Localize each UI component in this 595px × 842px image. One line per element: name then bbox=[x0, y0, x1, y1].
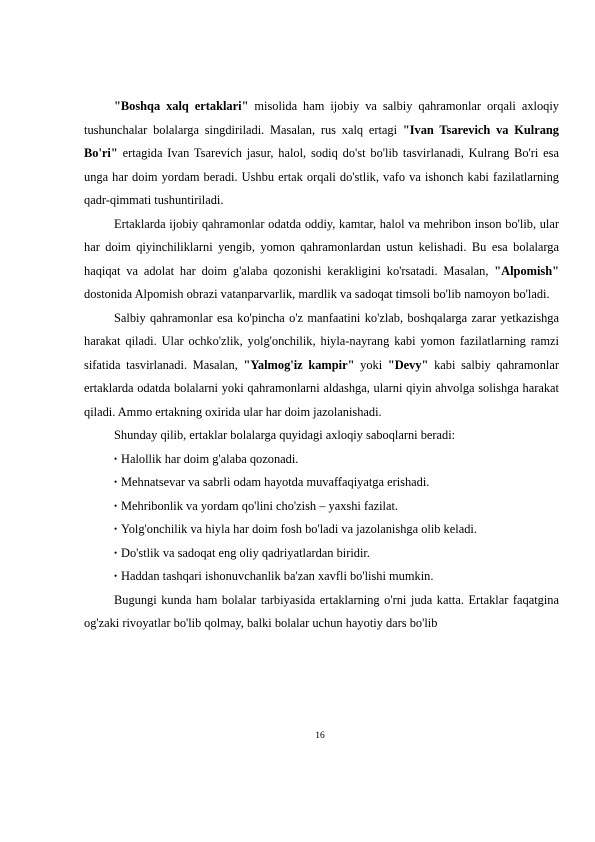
document-body bbox=[84, 95, 559, 636]
paragraph-text: Salbiy qahramonlar esa ko'pincha o'z manfaatini ko'zlab, boshqalarga zarar yetkazishga harakat qiladi. Ular ochko'zlik, yolg'onchilik, hiyla-nayrang kabi yomon fazilatlarning ramzi sifatida tasvirlanadi. Masalan, bbox=[84, 310, 559, 372]
paragraph-text: kabi salbiy qahramonlar ertaklarda odatda bolalarni yoki qahramonlarni aldashga, ularni qiyin ahvolga solishga harakat qiladi. Ammo ertakning oxirida ular har doim jazolanishadi. bbox=[84, 357, 559, 419]
bold-term: "Alpomish" bbox=[494, 263, 559, 278]
bullet-icon: • bbox=[114, 547, 118, 558]
paragraph-text: ertagida Ivan Tsarevich jasur, halol, sodiq do'st bo'lib tasvirlanadi, Kulrang Bo'ri esa unga har doim yordam beradi. Ushbu ertak orqali do'stlik, vafo va ishonch kabi fazilatlarning qadr-qimmati tushuntiriladi. bbox=[84, 146, 559, 207]
list-item bbox=[114, 495, 559, 519]
paragraph-text: dostonida Alpomish obrazi vatanparvarlik, mardlik va sadoqat timsoli bo'lib namoyon bo'ladi. bbox=[84, 287, 550, 301]
list-item bbox=[114, 448, 559, 472]
list-item bbox=[114, 542, 559, 566]
bullet-icon: • bbox=[114, 500, 118, 511]
bold-term: "Devy" bbox=[387, 357, 429, 372]
bold-term: "Boshqa xalq ertaklari" bbox=[114, 99, 249, 113]
page-number: 16 bbox=[315, 731, 325, 741]
list-item bbox=[114, 471, 559, 495]
bullet-icon: • bbox=[114, 524, 118, 534]
list-item-text: Mehnatsevar va sabrli odam hayotda muvaffaqiyatga erishadi. bbox=[121, 475, 430, 489]
list-item-text: Halollik har doim g'alaba qozonadi. bbox=[121, 451, 299, 466]
list-item-text: Haddan tashqari ishonuvchanlik ba'zan xavfli bo'lishi mumkin. bbox=[121, 569, 434, 583]
list-item-text: Mehribonlik va yordam qo'lini cho'zish – yaxshi fazilat. bbox=[121, 498, 398, 513]
bullet-icon: • bbox=[114, 571, 118, 581]
list-item bbox=[114, 565, 559, 589]
list-item-text: Yolg'onchilik va hiyla har doim fosh bo'ladi va jazolanishga olib keladi. bbox=[121, 522, 477, 536]
paragraph-negative-heroes bbox=[84, 307, 559, 425]
list-item-text: Do'stlik va sadoqat eng oliy qadriyatlardan biridir. bbox=[121, 545, 370, 560]
bold-term: "Yalmog'iz kampir" bbox=[243, 357, 355, 372]
bullet-icon: • bbox=[114, 453, 118, 464]
list-item bbox=[114, 518, 559, 542]
bold-term: "Ivan Tsarevich va Kulrang Bo'ri" bbox=[84, 122, 559, 160]
lessons-list bbox=[84, 448, 559, 589]
paragraph-lessons-intro: Shunday qilib, ertaklar bolalarga quyidagi axloqiy saboqlarni beradi: bbox=[114, 428, 456, 442]
paragraph-today: Bugungi kunda ham bolalar tarbiyasida ertaklarning o'rni juda katta. Ertaklar faqatgina og'zaki rivoyatlar bo'lib qolmay, balki bolalar uchun hayotiy dars bo'lib bbox=[84, 592, 559, 630]
paragraph-positive-heroes bbox=[84, 213, 559, 307]
paragraph-other-tales bbox=[84, 95, 559, 213]
bullet-icon: • bbox=[114, 477, 118, 487]
paragraph-text: misolida ham ijobiy va salbiy qahramonlar orqali axloqiy tushunchalar bolalarga singdiriladi. Masalan, rus xalq ertagi bbox=[84, 99, 559, 137]
paragraph-text: yoki bbox=[354, 357, 388, 372]
paragraph-text: Ertaklarda ijobiy qahramonlar odatda oddiy, kamtar, halol va mehribon inson bo'lib, ular har doim qiyinchiliklarni yengib, yomon qahramonlardan ustun kelishadi. Bu esa bolalarga haqiqat va adolat har doim g'alaba qozonishi kerakligini ko'rsatadi. Masalan, bbox=[84, 216, 559, 278]
